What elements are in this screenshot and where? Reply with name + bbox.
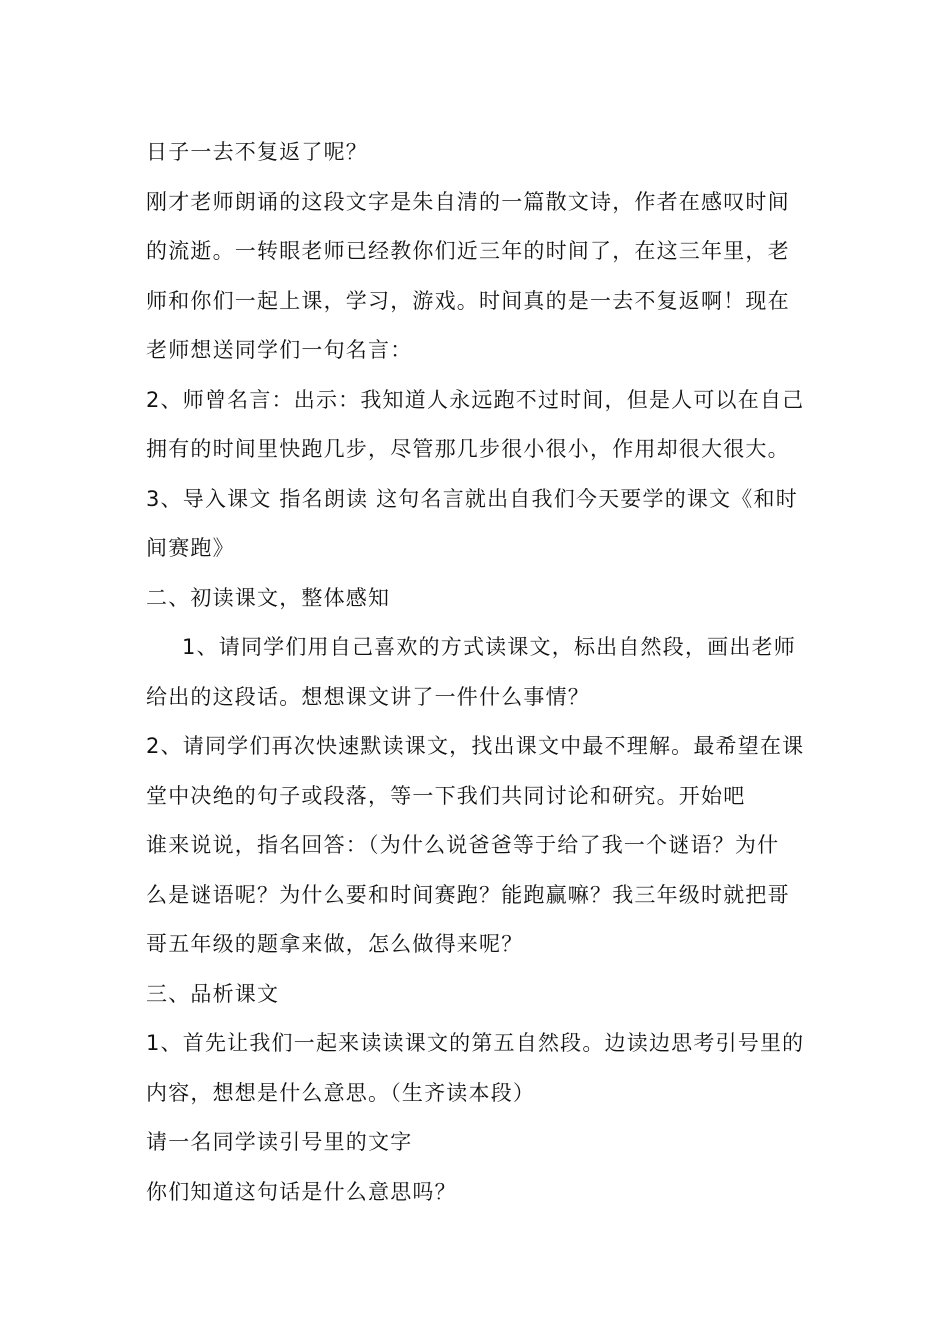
- text-line: 堂中决绝的句子或段落，等一下我们共同讨论和研究。开始吧: [146, 783, 746, 808]
- text-line: 日子一去不复返了呢？: [146, 140, 368, 164]
- text-line: 刚才老师朗诵的这段文字是朱自清的一篇散文诗，作者在感叹时间: [146, 189, 790, 214]
- document-body: [146, 128, 808, 1217]
- text-line: 1、首先让我们一起来读读课文的第五自然段。边读边思考引号里的: [146, 1031, 805, 1055]
- text-line: 2、请同学们再次快速默读课文，找出课文中最不理解。最希望在课: [146, 734, 805, 758]
- text-line: 谁来说说，指名回答：（为什么说爸爸等于给了我一个谜语？为什: [146, 833, 780, 857]
- text-line: 你们知道这句话是什么意思吗？: [146, 1179, 457, 1204]
- text-line: 1、请同学们用自己喜欢的方式读课文，标出自然段，画出老师: [182, 635, 796, 659]
- section-heading: 二、初读课文，整体感知: [146, 585, 391, 610]
- text-line: 3、导入课文 指名朗读 这句名言就出自我们今天要学的课文《和时: [146, 486, 798, 511]
- text-line: 内容，想想是什么意思。（生齐读本段）: [146, 1080, 536, 1105]
- text-line: 哥五年级的题拿来做，怎么做得来呢？: [146, 932, 524, 956]
- text-line: 拥有的时间里快跑几步，尽管那几步很小很小，作用却很大很大。: [146, 437, 790, 461]
- text-line: 给出的这段话。想想课文讲了一件什么事情？: [146, 684, 590, 709]
- text-line: 么是谜语呢？为什么要和时间赛跑？能跑赢嘛？我三年级时就把哥: [146, 882, 790, 907]
- text-line: 老师想送同学们一句名言：: [146, 338, 413, 362]
- text-line: 2、师曾名言：出示：我知道人永远跑不过时间，但是人可以在自己: [146, 387, 805, 412]
- text-line: 的流逝。一转眼老师已经教你们近三年的时间了，在这三年里，老: [146, 239, 790, 263]
- section-heading: 三、品析课文: [146, 981, 280, 1006]
- text-line: 师和你们一起上课，学习，游戏。时间真的是一去不复返啊！现在: [146, 288, 790, 313]
- text-line: 间赛跑》: [146, 536, 235, 560]
- text-line: 请一名同学读引号里的文字: [146, 1130, 413, 1154]
